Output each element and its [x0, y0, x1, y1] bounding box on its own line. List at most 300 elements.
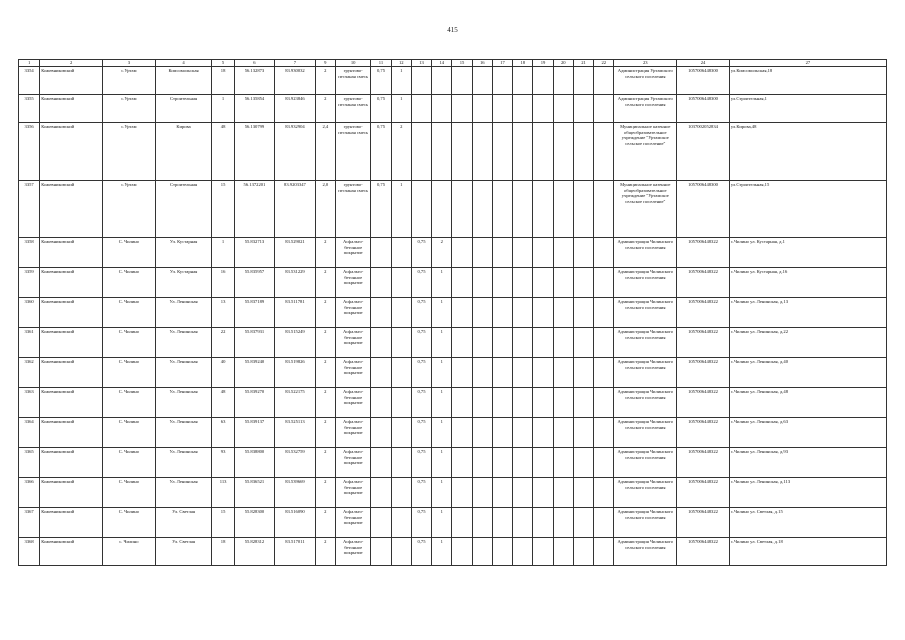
area-b-cell: 0,75	[411, 418, 431, 448]
settlement-cell: С. Чилино	[103, 508, 156, 538]
street-cell: Ул. Ленинская	[155, 298, 212, 328]
longitude-cell: 83.529021	[275, 238, 316, 268]
count-cell: 1	[391, 67, 411, 95]
street-cell: Ул. Ленинская	[155, 388, 212, 418]
longitude-cell: 83.525113	[275, 418, 316, 448]
house-cell: 15	[212, 181, 234, 238]
house-cell: 15	[212, 508, 234, 538]
count-cell	[391, 388, 411, 418]
header-cell: 3	[103, 60, 156, 67]
house-cell: 48	[212, 123, 234, 181]
table-row	[19, 95, 887, 123]
settlement-cell: с.Уртам	[103, 95, 156, 123]
owner-cell: Администрация Уртамского сельского поселения	[614, 67, 677, 95]
ogrn-cell: 1057006448322	[677, 268, 730, 298]
surface-cell: грунтово-песчаная смесь	[335, 67, 370, 95]
count-b-cell: 1	[432, 508, 452, 538]
owner-cell: Администрация Чилинского сельского поселения	[614, 388, 677, 418]
empty-cell	[594, 418, 614, 448]
house-cell: 113	[212, 478, 234, 508]
header-cell: 1	[19, 60, 40, 67]
empty-cell	[594, 181, 614, 238]
header-cell: 17	[492, 60, 512, 67]
empty-cell	[573, 95, 593, 123]
area-cell: 0,75	[371, 181, 391, 238]
empty-cell	[553, 238, 573, 268]
empty-cell	[513, 268, 533, 298]
area-b-cell	[411, 123, 431, 181]
table-body	[19, 60, 887, 566]
area-b-cell	[411, 181, 431, 238]
address-cell: с.Чилино ул. Ленинская, д.22	[729, 328, 886, 358]
area-cell	[371, 388, 391, 418]
empty-cell	[492, 181, 512, 238]
street-cell: Ул. Кустарная	[155, 268, 212, 298]
table-row	[19, 123, 887, 181]
longitude-cell: 83.516090	[275, 508, 316, 538]
owner-cell: Муниципальное казенное общеобразовательное учреждение "Уртамское сельское поселение"	[614, 181, 677, 238]
table-row	[19, 358, 887, 388]
empty-cell	[553, 448, 573, 478]
empty-cell	[513, 418, 533, 448]
empty-cell	[452, 123, 472, 181]
row-number: 3354	[19, 67, 40, 95]
empty-cell	[533, 95, 553, 123]
area-cell	[371, 328, 391, 358]
empty-cell	[594, 388, 614, 418]
empty-cell	[492, 448, 512, 478]
empty-cell	[472, 538, 492, 566]
empty-cell	[573, 181, 593, 238]
count-cell	[391, 508, 411, 538]
empty-cell	[594, 448, 614, 478]
empty-cell	[472, 328, 492, 358]
empty-cell	[553, 268, 573, 298]
empty-cell	[594, 238, 614, 268]
ogrn-cell: 1057006448322	[677, 358, 730, 388]
empty-cell	[492, 358, 512, 388]
empty-cell	[594, 478, 614, 508]
count-cell	[391, 448, 411, 478]
owner-cell: Администрация Чилинского сельского поселения	[614, 448, 677, 478]
empty-cell	[472, 358, 492, 388]
bins-cell: 2	[315, 95, 335, 123]
count-cell: 1	[391, 181, 411, 238]
area-b-cell: 0,75	[411, 448, 431, 478]
house-cell: 48	[212, 388, 234, 418]
ogrn-cell: 1057006448322	[677, 478, 730, 508]
table-row	[19, 508, 887, 538]
empty-cell	[513, 478, 533, 508]
longitude-cell: 83.519826	[275, 358, 316, 388]
count-cell	[391, 538, 411, 566]
empty-cell	[533, 538, 553, 566]
bins-cell: 2	[315, 418, 335, 448]
empty-cell	[472, 238, 492, 268]
empty-cell	[472, 123, 492, 181]
area-cell	[371, 448, 391, 478]
bins-cell: 2	[315, 478, 335, 508]
count-b-cell	[432, 181, 452, 238]
longitude-cell: 83.522175	[275, 388, 316, 418]
header-cell: 16	[472, 60, 492, 67]
empty-cell	[533, 238, 553, 268]
row-number: 3359	[19, 268, 40, 298]
empty-cell	[492, 388, 512, 418]
latitude-cell: 55.839270	[234, 388, 275, 418]
row-number: 3367	[19, 508, 40, 538]
empty-cell	[492, 268, 512, 298]
empty-cell	[513, 448, 533, 478]
ogrn-cell: 1057006448322	[677, 298, 730, 328]
owner-cell: Администрация Чилинского сельского поселения	[614, 328, 677, 358]
header-cell: 22	[594, 60, 614, 67]
count-b-cell: 1	[432, 298, 452, 328]
empty-cell	[472, 478, 492, 508]
surface-cell: Асфальто-бетонное покрытие	[335, 388, 370, 418]
empty-cell	[573, 298, 593, 328]
latitude-cell: 55.838800	[234, 448, 275, 478]
owner-cell: Администрация Чилинского сельского поселения	[614, 538, 677, 566]
row-number: 3360	[19, 298, 40, 328]
ogrn-cell: 1057006448300	[677, 95, 730, 123]
owner-cell: Администрация Чилинского сельского поселения	[614, 478, 677, 508]
house-cell: 18	[212, 538, 234, 566]
bins-cell: 2	[315, 67, 335, 95]
area-cell	[371, 508, 391, 538]
address-cell: ул.Строительная,15	[729, 181, 886, 238]
street-cell: Ул. Ленинская	[155, 418, 212, 448]
count-b-cell: 1	[432, 418, 452, 448]
district-cell: Кожевниковский	[40, 508, 103, 538]
latitude-cell: 56.132873	[234, 67, 275, 95]
empty-cell	[492, 95, 512, 123]
empty-cell	[553, 418, 573, 448]
area-b-cell: 0,75	[411, 478, 431, 508]
empty-cell	[452, 181, 472, 238]
count-b-cell: 1	[432, 358, 452, 388]
header-cell: 2	[40, 60, 103, 67]
table-row	[19, 448, 887, 478]
empty-cell	[452, 67, 472, 95]
empty-cell	[472, 181, 492, 238]
header-row	[19, 60, 887, 67]
header-cell: 4	[155, 60, 212, 67]
empty-cell	[492, 478, 512, 508]
address-cell: с.Чилино ул. Ленинская, д.113	[729, 478, 886, 508]
empty-cell	[533, 328, 553, 358]
surface-cell: Асфальто-бетонное покрытие	[335, 358, 370, 388]
count-b-cell: 1	[432, 538, 452, 566]
header-cell: 11	[371, 60, 391, 67]
header-cell: 6	[234, 60, 275, 67]
empty-cell	[452, 95, 472, 123]
empty-cell	[533, 123, 553, 181]
house-cell: 1	[212, 238, 234, 268]
surface-cell: Асфальто-бетонное покрытие	[335, 238, 370, 268]
owner-cell: Администрация Чилинского сельского поселения	[614, 418, 677, 448]
latitude-cell: 56.1372201	[234, 181, 275, 238]
empty-cell	[452, 388, 472, 418]
latitude-cell: 56.135854	[234, 95, 275, 123]
bins-cell: 2,0	[315, 181, 335, 238]
empty-cell	[492, 123, 512, 181]
page-number: 415	[447, 26, 458, 34]
row-number: 3368	[19, 538, 40, 566]
empty-cell	[553, 181, 573, 238]
ogrn-cell: 1057006448322	[677, 328, 730, 358]
street-cell: Кирова	[155, 123, 212, 181]
area-cell	[371, 358, 391, 388]
settlement-cell: С. Чилино	[103, 298, 156, 328]
surface-cell: Асфальто-бетонное покрытие	[335, 478, 370, 508]
count-b-cell: 1	[432, 478, 452, 508]
address-cell: с.Чилино ул. Ленинская, д.48	[729, 388, 886, 418]
bins-cell: 2	[315, 298, 335, 328]
empty-cell	[452, 538, 472, 566]
settlement-cell: С. Чилино	[103, 478, 156, 508]
ogrn-cell: 1057006448322	[677, 448, 730, 478]
district-cell: Кожевниковский	[40, 181, 103, 238]
table-row	[19, 238, 887, 268]
row-number: 3358	[19, 238, 40, 268]
longitude-cell: 83.539669	[275, 478, 316, 508]
header-cell: 9	[315, 60, 335, 67]
empty-cell	[492, 67, 512, 95]
surface-cell: Асфальто-бетонное покрытие	[335, 268, 370, 298]
row-number: 3363	[19, 388, 40, 418]
empty-cell	[452, 448, 472, 478]
count-cell: 2	[391, 123, 411, 181]
ogrn-cell: 1057006448300	[677, 181, 730, 238]
district-cell: Кожевниковский	[40, 478, 103, 508]
empty-cell	[573, 123, 593, 181]
empty-cell	[553, 95, 573, 123]
empty-cell	[594, 538, 614, 566]
settlement-cell: С. Чилино	[103, 358, 156, 388]
empty-cell	[472, 508, 492, 538]
area-cell	[371, 538, 391, 566]
table-row	[19, 538, 887, 566]
header-cell: 27	[729, 60, 886, 67]
empty-cell	[553, 388, 573, 418]
owner-cell: Администрация Чилинского сельского поселения	[614, 298, 677, 328]
empty-cell	[472, 268, 492, 298]
count-cell	[391, 328, 411, 358]
street-cell: Ул. Светлая	[155, 508, 212, 538]
bins-cell: 2	[315, 448, 335, 478]
empty-cell	[573, 448, 593, 478]
empty-cell	[594, 328, 614, 358]
district-cell: Кожевниковский	[40, 298, 103, 328]
settlement-cell: с.Уртам	[103, 67, 156, 95]
empty-cell	[452, 478, 472, 508]
district-cell: Кожевниковский	[40, 95, 103, 123]
bins-cell: 2	[315, 358, 335, 388]
ogrn-cell: 1057006448322	[677, 238, 730, 268]
count-cell: 1	[391, 95, 411, 123]
latitude-cell: 55.839240	[234, 358, 275, 388]
empty-cell	[492, 238, 512, 268]
empty-cell	[513, 358, 533, 388]
ogrn-cell: 1057006448322	[677, 538, 730, 566]
row-number: 3356	[19, 123, 40, 181]
table-row	[19, 67, 887, 95]
empty-cell	[553, 123, 573, 181]
district-cell: Кожевниковский	[40, 238, 103, 268]
bins-cell: 2	[315, 238, 335, 268]
data-table	[18, 59, 887, 566]
house-cell: 22	[212, 328, 234, 358]
count-cell	[391, 268, 411, 298]
header-cell: 21	[573, 60, 593, 67]
empty-cell	[472, 448, 492, 478]
area-b-cell: 0,75	[411, 328, 431, 358]
area-cell	[371, 268, 391, 298]
empty-cell	[553, 298, 573, 328]
header-cell: 15	[452, 60, 472, 67]
empty-cell	[492, 298, 512, 328]
latitude-cell: 55.832713	[234, 238, 275, 268]
area-b-cell: 0,75	[411, 508, 431, 538]
house-cell: 1	[212, 95, 234, 123]
header-cell: 7	[275, 60, 316, 67]
empty-cell	[573, 358, 593, 388]
area-cell	[371, 478, 391, 508]
settlement-cell: с.Уртам	[103, 181, 156, 238]
count-cell	[391, 478, 411, 508]
header-cell: 18	[513, 60, 533, 67]
address-cell: с.Чилино ул. Ленинская, д.93	[729, 448, 886, 478]
empty-cell	[594, 67, 614, 95]
ogrn-cell: 1057006448322	[677, 388, 730, 418]
empty-cell	[553, 508, 573, 538]
district-cell: Кожевниковский	[40, 388, 103, 418]
row-number: 3362	[19, 358, 40, 388]
district-cell: Кожевниковский	[40, 538, 103, 566]
count-b-cell: 2	[432, 238, 452, 268]
count-b-cell: 1	[432, 388, 452, 418]
latitude-cell: 55.837189	[234, 298, 275, 328]
empty-cell	[452, 238, 472, 268]
empty-cell	[553, 67, 573, 95]
house-cell: 18	[212, 67, 234, 95]
empty-cell	[573, 478, 593, 508]
area-cell: 0,75	[371, 95, 391, 123]
empty-cell	[472, 67, 492, 95]
address-cell: с.Чилино ул. Светлая, д.18	[729, 538, 886, 566]
settlement-cell: С. Чилино	[103, 268, 156, 298]
table-row	[19, 418, 887, 448]
area-b-cell: 0,75	[411, 358, 431, 388]
area-b-cell: 0,75	[411, 388, 431, 418]
empty-cell	[513, 298, 533, 328]
count-cell	[391, 238, 411, 268]
latitude-cell: 55.836521	[234, 478, 275, 508]
longitude-cell: 83.932904	[275, 123, 316, 181]
count-b-cell	[432, 95, 452, 123]
bins-cell: 2	[315, 388, 335, 418]
header-cell: 12	[391, 60, 411, 67]
empty-cell	[513, 538, 533, 566]
owner-cell: Администрация Чилинского сельского поселения	[614, 508, 677, 538]
table-row	[19, 478, 887, 508]
row-number: 3361	[19, 328, 40, 358]
empty-cell	[492, 508, 512, 538]
district-cell: Кожевниковский	[40, 358, 103, 388]
empty-cell	[513, 238, 533, 268]
table-row	[19, 268, 887, 298]
empty-cell	[533, 67, 553, 95]
area-b-cell: 0,75	[411, 298, 431, 328]
ogrn-cell: 1037002052834	[677, 123, 730, 181]
address-cell: с.Чилино ул. Кустарная, д.1	[729, 238, 886, 268]
empty-cell	[452, 268, 472, 298]
empty-cell	[472, 418, 492, 448]
empty-cell	[594, 298, 614, 328]
street-cell: Комсомольская	[155, 67, 212, 95]
longitude-cell: 83.515249	[275, 328, 316, 358]
ogrn-cell: 1057006448322	[677, 418, 730, 448]
house-cell: 93	[212, 448, 234, 478]
empty-cell	[573, 268, 593, 298]
empty-cell	[533, 181, 553, 238]
empty-cell	[513, 508, 533, 538]
address-cell: ул.Кирова,48	[729, 123, 886, 181]
row-number: 3366	[19, 478, 40, 508]
surface-cell: Асфальто-бетонное покрытие	[335, 298, 370, 328]
empty-cell	[472, 95, 492, 123]
latitude-cell: 55.839137	[234, 418, 275, 448]
longitude-cell: 83.531229	[275, 268, 316, 298]
count-cell	[391, 298, 411, 328]
empty-cell	[573, 328, 593, 358]
empty-cell	[513, 181, 533, 238]
header-cell: 14	[432, 60, 452, 67]
area-cell	[371, 298, 391, 328]
empty-cell	[533, 478, 553, 508]
empty-cell	[573, 238, 593, 268]
empty-cell	[533, 418, 553, 448]
empty-cell	[513, 95, 533, 123]
longitude-cell: 83.930032	[275, 67, 316, 95]
longitude-cell: 83.923846	[275, 95, 316, 123]
table-row	[19, 298, 887, 328]
empty-cell	[492, 418, 512, 448]
longitude-cell: 83.511781	[275, 298, 316, 328]
row-number: 3365	[19, 448, 40, 478]
bins-cell: 2,4	[315, 123, 335, 181]
owner-cell: Администрация Чилинского сельского поселения	[614, 268, 677, 298]
house-cell: 13	[212, 298, 234, 328]
empty-cell	[452, 418, 472, 448]
settlement-cell: С. Чилино	[103, 238, 156, 268]
longitude-cell: 83.9203347	[275, 181, 316, 238]
empty-cell	[553, 478, 573, 508]
header-cell: 13	[411, 60, 431, 67]
settlement-cell: С. Чилино	[103, 418, 156, 448]
area-b-cell: 0,75	[411, 268, 431, 298]
latitude-cell: 56.130799	[234, 123, 275, 181]
count-b-cell: 1	[432, 448, 452, 478]
house-cell: 16	[212, 268, 234, 298]
empty-cell	[573, 538, 593, 566]
surface-cell: грунтово-песчаная смесь	[335, 181, 370, 238]
street-cell: Ул. Ленинская	[155, 478, 212, 508]
latitude-cell: 55.828312	[234, 538, 275, 566]
empty-cell	[452, 358, 472, 388]
owner-cell: Муниципальное казенное общеобразовательное учреждение "Уртамское сельское поселение"	[614, 123, 677, 181]
